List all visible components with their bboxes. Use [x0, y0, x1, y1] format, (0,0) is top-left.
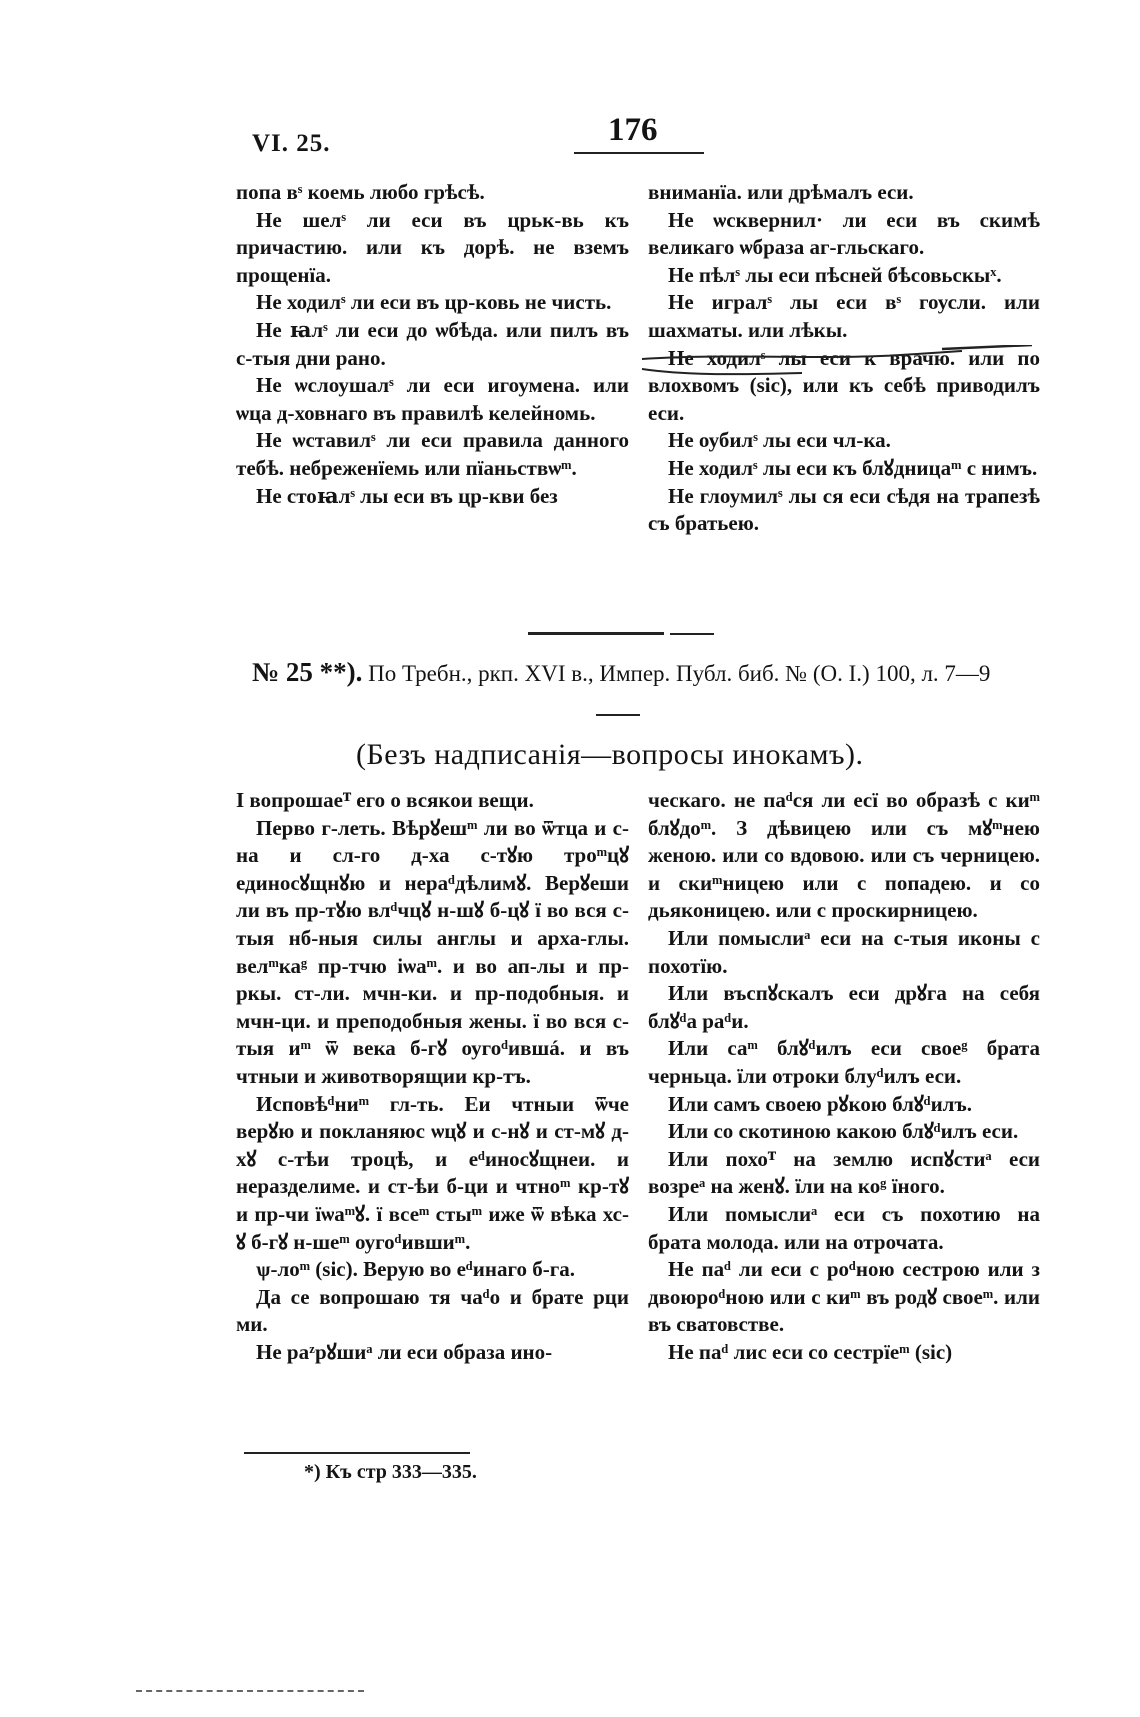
paragraph: Не пѣлˢ лы еси пѣсней бѣсовьскыˣ. [668, 262, 1002, 287]
paragraph: Или самъ своею рꙋкою блꙋᵈилъ. [668, 1091, 972, 1116]
paragraph: Не ꙗлˢ ли еси до ѡбѣда. или пилъ въ с-тыя дни рано. [236, 317, 629, 370]
bottom-left-column [236, 787, 629, 1366]
paragraph: Исповѣᵈниᵐ гл-ть. Еи чтныи ѿче верꙋю и покланяюс ѡцꙋ и с-нꙋ и ст-мꙋ д-хꙋ с-тѣи троцѣ, и еᵈиносꙋщнеи. и неразделиме. и ст-ѣи б-ци и чтноᵐ кр-тꙋ и пр-чи їѡаᵐꙋ. ї всеᵐ стыᵐ иже ѿ вѣка хс-ꙋ б-гꙋ н-шеᵐ оугоᵈившиᵐ. [236, 1091, 629, 1254]
paragraph: Не шелˢ ли еси въ црьк-вь къ причастию. или къ дорѣ. не вземъ прощенїа. [236, 207, 629, 287]
paragraph: Не паᵈ лис еси со сестрїеᵐ (sic) [668, 1339, 953, 1364]
paragraph: Да се вопрошаю тя чаᵈо и брате рци ми. [236, 1284, 629, 1337]
paragraph: Не ѡсквернил· ли еси въ скимѣ великаго ѡбраза аг-гльскаго. [648, 207, 1040, 260]
page-number: 176 [608, 112, 658, 148]
strikethrough-scribble [642, 345, 1062, 385]
paragraph: Не стоꙗлˢ лы еси въ цр-кви без [256, 483, 558, 508]
paragraph: Не ходилˢ лы еси к врачю. или по влохвомъ (sic), или къ себѣ приводилъ еси. [648, 345, 1040, 425]
top-left-column [236, 179, 629, 510]
bottom-right-column [648, 787, 1040, 1366]
entry-source: По Требн., ркп. XVI в., Импер. Публ. биб. № (O. I.) 100, л. 7—9 [368, 661, 991, 686]
paragraph: вниманїа. или дрѣмалъ еси. [648, 180, 914, 204]
document-title: (Безъ надписанія—вопросы инокамъ). [356, 738, 864, 771]
paragraph: Или похоᵀ на землю испꙋстиᵃ еси возреᵃ на женꙋ. їли на коᵍ їного. [648, 1146, 1040, 1199]
paragraph: Не глоумилˢ лы ся еси сѣдя на трапезѣ съ братьею. [648, 483, 1040, 536]
paragraph: ѱ-лоᵐ (sic). Верую во еᵈинаго б-га. [256, 1257, 575, 1282]
footnote: *) Къ стр 333—335. [304, 1461, 477, 1483]
paragraph: Или помыслиᵃ еси на с-тыя иконы с похотїю. [648, 925, 1040, 978]
entry-number: № 25 **). [252, 657, 363, 687]
paragraph: попа вˢ коемь любо грѣсѣ. [236, 180, 485, 204]
paragraph: Не ѡслоушалˢ ли еси игоумена. или ѡца д-ховнаго въ правилѣ келейномь. [236, 373, 629, 425]
running-head: VI. 25. [252, 130, 331, 157]
paragraph: Или помыслиᵃ еси съ похотию на брата молода. или на отрочата. [648, 1201, 1040, 1254]
paragraph: Не паᵈ ли еси с роᵈною сестрою или з двоюроᵈною или с киᵐ въ родꙋ своеᵐ. или въ сватовстве. [648, 1257, 1040, 1337]
section-separator [670, 633, 714, 635]
paragraph: ческаго. не паᵈся ли есї во образѣ с киᵐ блꙋдоᵐ. З дѣвицею или съ мꙋᵐнею женою. или со вдовою. или съ черницею. и скиᵐницею или с попадею. и со дьяконицею. или с проскирницею. [648, 788, 1040, 923]
page-number-rule [574, 152, 704, 154]
entry-rule [596, 714, 640, 716]
paragraph: Не ѡставилˢ ли еси правила данного тебѣ. небреженїемь или пїаньствѡᵐ. [236, 428, 629, 480]
paragraph: Или со скотиною какою блꙋᵈилъ еси. [668, 1119, 1019, 1144]
entry-heading [252, 657, 1052, 688]
paragraph: Не ходилˢ лы еси къ блꙋдницаᵐ с нимъ. [668, 455, 1038, 480]
paragraph: Не раᶻрꙋшиᵃ ли еси образа ино- [256, 1339, 553, 1364]
footnote-rule [244, 1452, 470, 1454]
paragraph: Перво г-леть. Вѣрꙋешᵐ ли во ѿтца и с-на и сл-го д-ха с-тꙋю троᵐцꙋ единосꙋщнꙋю и нераᵈдѣлимꙋ. Верꙋеши ли въ пр-тꙋю влᵈчцꙋ н-шꙋ б-цꙋ ї во вся с-тыя нб-ныя силы англы и арха-глы. велᵐкаᵍ пр-тчю іѡаᵐ. и во ап-лы и пр-ркы. ст-ли. мчн-ки. и пр-подобныя. и мчн-ци. и преподобныя жены. ї во вся с-тыя иᵐ ѿ века б-гꙋ оугоᵈившá. и въ чтныи и животворящии кр-тъ. [236, 815, 629, 1088]
paragraph: Не ходилˢ ли еси въ цр-ковь не чисть. [256, 290, 612, 315]
paragraph: Не оубилˢ лы еси чл-ка. [668, 428, 891, 453]
section-separator [528, 632, 664, 635]
paragraph: Не игралˢ лы еси вˢ гоусли. или шахматы. или лѣкы. [648, 290, 1040, 342]
paragraph: Или въспꙋскалъ еси дрꙋга на себя блꙋᵈа раᵈи. [648, 981, 1040, 1033]
paragraph: І вопрошаеᵀ его о всякои вещи. [236, 788, 534, 812]
paragraph: Или саᵐ блꙋᵈилъ еси своеᵍ брата черньца. їли отроки блуᵈилъ еси. [648, 1036, 1040, 1088]
page-edge-mark [136, 1690, 364, 1692]
